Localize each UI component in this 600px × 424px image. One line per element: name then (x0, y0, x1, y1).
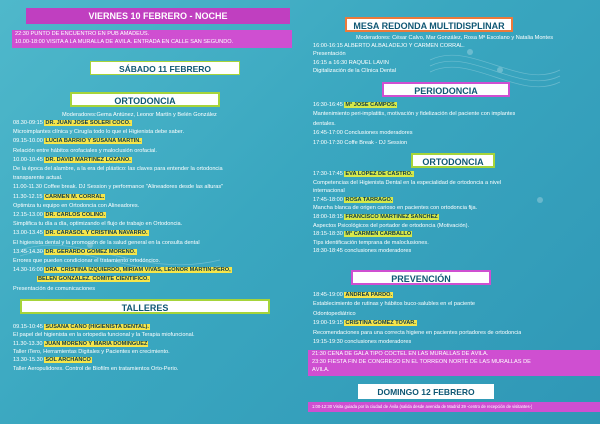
schedule-time: 13.00-13.45 (13, 230, 45, 237)
schedule-time: 13.30-15.30 (13, 357, 45, 364)
schedule-speaker: DR. DAVID MARTÍNEZ LOZANO. (45, 156, 131, 163)
schedule-speaker: CARMEN M. CORRAL. (45, 193, 105, 200)
schedule-text: Mancha blanca de origen carioso en pacientes con ortodoncia fija. (313, 205, 478, 212)
schedule-speaker: ANDREA PARDO. (345, 292, 393, 298)
schedule-line (13, 349, 170, 356)
schedule-line (13, 230, 149, 237)
schedule-text: Tips identificación temprana de maloclusiones. (313, 239, 429, 246)
schedule-speaker: ROSA TARRAGÓ. (345, 196, 393, 203)
schedule-line (313, 320, 417, 327)
schedule-line (13, 129, 184, 136)
schedule-line (313, 339, 411, 346)
schedule-time: 11.00-11.30 (13, 184, 44, 191)
schedule-line (313, 223, 469, 230)
viernes-line-2: 10.00-18:00 VISITA A LA MURALLA DE ÁVILA. ENTRADA EN CALLE SAN SEGUNDO. (15, 39, 234, 45)
schedule-text: El papel del higienista en la ortopedia funcional y la Terapia miofuncional. (13, 332, 195, 339)
schedule-text: Optimiza tu equipo en Ortodoncia con Alineadores. (13, 202, 140, 209)
schedule-time: 17:45-18:00 (313, 196, 345, 203)
schedule-line (313, 171, 414, 178)
schedule-line (313, 214, 439, 221)
schedule-speaker: Mª CARMEN CARBALLO (345, 231, 412, 238)
schedule-text: 19:15-19:30 conclusiones moderadores (313, 339, 412, 345)
schedule-text: 16:15 a 16:30 RAQUEL LAVÍN (313, 59, 389, 66)
schedule-text: Aspectos Psicológicos del portador de ortodoncia (Motivación). (313, 222, 470, 229)
schedule-line (313, 231, 412, 238)
schedule-line (313, 292, 393, 299)
schedule-text: 16:45-17:00 Conclusiones moderadores (313, 130, 413, 137)
schedule-line (313, 43, 465, 50)
schedule-text: dentales. (313, 120, 336, 127)
schedule-time: 16:30-16:45 (313, 102, 345, 108)
schedule-line (313, 140, 407, 147)
schedule-line (13, 148, 157, 155)
schedule-line (13, 240, 200, 247)
schedule-time: 11.30-12.15 (13, 193, 44, 200)
schedule-speaker: DR. JUAN JOSÉ SOLERI COCO. (45, 120, 131, 126)
schedule-text: 18:30-18:45 conclusiones moderadores (313, 248, 412, 255)
schedule-line (13, 212, 106, 219)
schedule-text: Competencias del Higienista Dental en la especialidad de ortodoncia a nivel (313, 179, 502, 186)
schedule-time: 17:30-17:45 (313, 171, 345, 177)
schedule-line (313, 248, 411, 255)
schedule-line (13, 341, 148, 348)
schedule-time: 18:00-18:15 (313, 214, 345, 220)
schedule-text: Recomendaciones para una correcta higiene en pacientes portadores de ortodoncia (313, 329, 522, 336)
schedule-line (313, 330, 521, 337)
viernes-line-1: 22:30 PUNTO DE ENCUENTRO EN PUB AMADEUS. (15, 31, 150, 37)
schedule-line (13, 138, 142, 145)
schedule-text: Errores que pueden condicionar el tratamiento ortodóncico. (13, 258, 161, 264)
schedule-text: Presentación de comunicaciones (13, 285, 96, 292)
schedule-speaker: DR. GERARDO GÓMEZ MORENO. (45, 248, 136, 255)
schedule-line (313, 130, 413, 137)
schedule-text: Digitalización de la Clínica Dental (313, 68, 397, 75)
domingo-line: 1:00-12:30 Visita guiada por la ciudad de Ávila (salida desde avenida de Madrid 39 -centro de recepción de visitantes-) (312, 404, 533, 409)
schedule-text: El higienista dental y la promoción de la salud general en la consulta dental (13, 239, 200, 246)
schedule-time: 10.00-10.45 (13, 156, 45, 163)
schedule-time: 11.30-13.30 (13, 340, 44, 347)
schedule-line (313, 205, 477, 212)
prevencion-title: PREVENCIÓN (351, 270, 491, 285)
schedule-line (13, 267, 232, 274)
schedule-line (313, 68, 396, 75)
gala-line-1: 21:30 CENA DE GALA TIPO CÓCTEL EN LAS MURALLAS DE ÁVILA. (312, 351, 489, 357)
schedule-speaker: JUAN MORENO Y MARÍA DOMÍNGUEZ (45, 340, 148, 347)
schedule-text: Taller iTero, Herramientas Digitales y Pacientes en crecimiento. (13, 348, 170, 355)
schedule-line (313, 240, 429, 247)
schedule-speaker: DRA. CRISTINA IZQUIERDO, MIRIAM VIVAS, LEONOR MARTÍN-PERO, (45, 267, 231, 274)
schedule-text: Simplifica tu día a día, optimizando el flujo de trabajo en Ortodoncia. (13, 221, 183, 228)
domingo-title: DOMINGO 12 FEBRERO (358, 384, 494, 399)
schedule-text: 16:00-16:15 ALBERTO ALBALADEJO Y CARMEN CORRAL. (313, 43, 465, 49)
schedule-line (313, 51, 346, 58)
schedule-time: 08.30-09:15 (13, 120, 45, 126)
schedule-speaker: CRISTINA GÓMEZ TOVAR. (345, 320, 416, 327)
gala-line-3: ÁVILA. (312, 367, 330, 373)
schedule-text: Odontopediátrico (313, 310, 356, 317)
schedule-speaker: SOL ARCHANCO (45, 357, 91, 364)
schedule-line (13, 175, 62, 182)
schedule-text: Presentación (313, 51, 346, 58)
schedule-time: 13.45-14.30 (13, 248, 45, 255)
schedule-time: 09.15-10.00 (13, 138, 45, 145)
schedule-text: Mantenimiento peri-implatitis, motivación y fidelización del paciente con implantes (313, 111, 516, 118)
schedule-speaker: DR. CARASOL Y CRISTINA NAVARRO. (45, 230, 148, 237)
ortodoncia-right-title: ORTODONCIA (411, 153, 495, 168)
mesa-moderadores: Moderadores: César Calvo, Mar González, Rosa Mª Escolano y Natalia Montes (356, 35, 554, 41)
ortodoncia-left-title: ORTODONCIA (70, 92, 220, 107)
schedule-text: Relación entre hábitos orofaciales y maloclusión orofacial. (13, 147, 157, 154)
schedule-line (313, 301, 475, 308)
schedule-time: 12.15-13.00 (13, 212, 45, 218)
schedule-line (13, 357, 92, 364)
ortodoncia-left-moderadores: Moderadores:Gema Antúnez, Leonor Martín y Belén González (62, 112, 217, 118)
schedule-line (13, 120, 132, 127)
schedule-line (313, 60, 389, 67)
schedule-line (313, 311, 356, 318)
mesa-title: MESA REDONDA MULTIDISPLINAR (345, 17, 513, 32)
talleres-title: TALLERES (20, 299, 270, 314)
schedule-speaker: LUCIA BARRIO Y SUSANA MARTÍN. (45, 138, 141, 145)
schedule-line (13, 332, 195, 339)
schedule-line (13, 286, 95, 293)
schedule-speaker: BELÉN GONZÁLEZ. COMITÉ CIENTÍFICO. (38, 276, 149, 283)
schedule-line (13, 184, 223, 191)
schedule-line (13, 203, 139, 210)
schedule-speaker: SUSANA CANO (HIGIENISTA DENTAL). (45, 324, 149, 330)
schedule-line (313, 180, 501, 187)
schedule-line (13, 249, 137, 256)
schedule-line (13, 324, 150, 331)
schedule-time: 14.30-16:00 (13, 267, 45, 274)
schedule-text: transparente actual. (13, 175, 63, 182)
schedule-line (13, 166, 223, 173)
schedule-line (13, 221, 182, 228)
schedule-line (313, 188, 345, 195)
schedule-time: 18:45-19:00 (313, 292, 345, 298)
schedule-speaker: Mª JOSÉ CAMPOS. (345, 102, 397, 108)
schedule-text: internacional (313, 188, 345, 195)
schedule-line (13, 258, 160, 265)
viernes-title-bar: VIERNES 10 FEBRERO - NOCHE (26, 8, 290, 24)
schedule-time: 19:00-19:15 (313, 320, 345, 327)
schedule-line (313, 121, 336, 128)
gala-line-2: 23:30 FIESTA FIN DE CONGRESO EN EL TORREÓN NORTE DE LAS MURALLAS DE (312, 359, 531, 365)
schedule-text: Taller Aeropulidores. Control de Biofilm en tratamientos Orto-Perio. (13, 365, 179, 372)
schedule-text: Establecimiento de rutinas y hábitos buco-salubles en el paciente (313, 301, 476, 308)
schedule-text: De la época del alambre, a la era del plástico: las claves para entender la ortodoncia (13, 166, 223, 172)
schedule-line (313, 102, 397, 109)
schedule-time: 18:15-18:30 (313, 231, 345, 238)
schedule-speaker: FRANCISCO MARTÍNEZ SÁNCHEZ (345, 214, 438, 220)
schedule-line (13, 157, 132, 164)
periodoncia-title: PERIODONCIA (382, 82, 510, 97)
schedule-time: 09.15-10:45 (13, 324, 45, 330)
schedule-line (313, 197, 393, 204)
schedule-line (13, 194, 105, 201)
schedule-text: Microimplantes clínica y Cirugía todo lo que el Higienista debe saber. (13, 129, 185, 136)
schedule-speaker: EVA LÓPEZ DE CASTRO. (345, 171, 413, 177)
schedule-speaker: DR. CARLOS COLINO. (45, 212, 106, 218)
sabado-title: SÁBADO 11 FEBRERO (90, 61, 240, 75)
schedule-line (13, 366, 178, 373)
schedule-line (37, 276, 150, 283)
schedule-text: Coffee break. DJ Session y performance "Alineadores desde las alturas" (43, 184, 224, 191)
schedule-text: 17:00-17:30 Coffe Break - DJ Session (313, 139, 408, 146)
schedule-line (313, 111, 515, 118)
